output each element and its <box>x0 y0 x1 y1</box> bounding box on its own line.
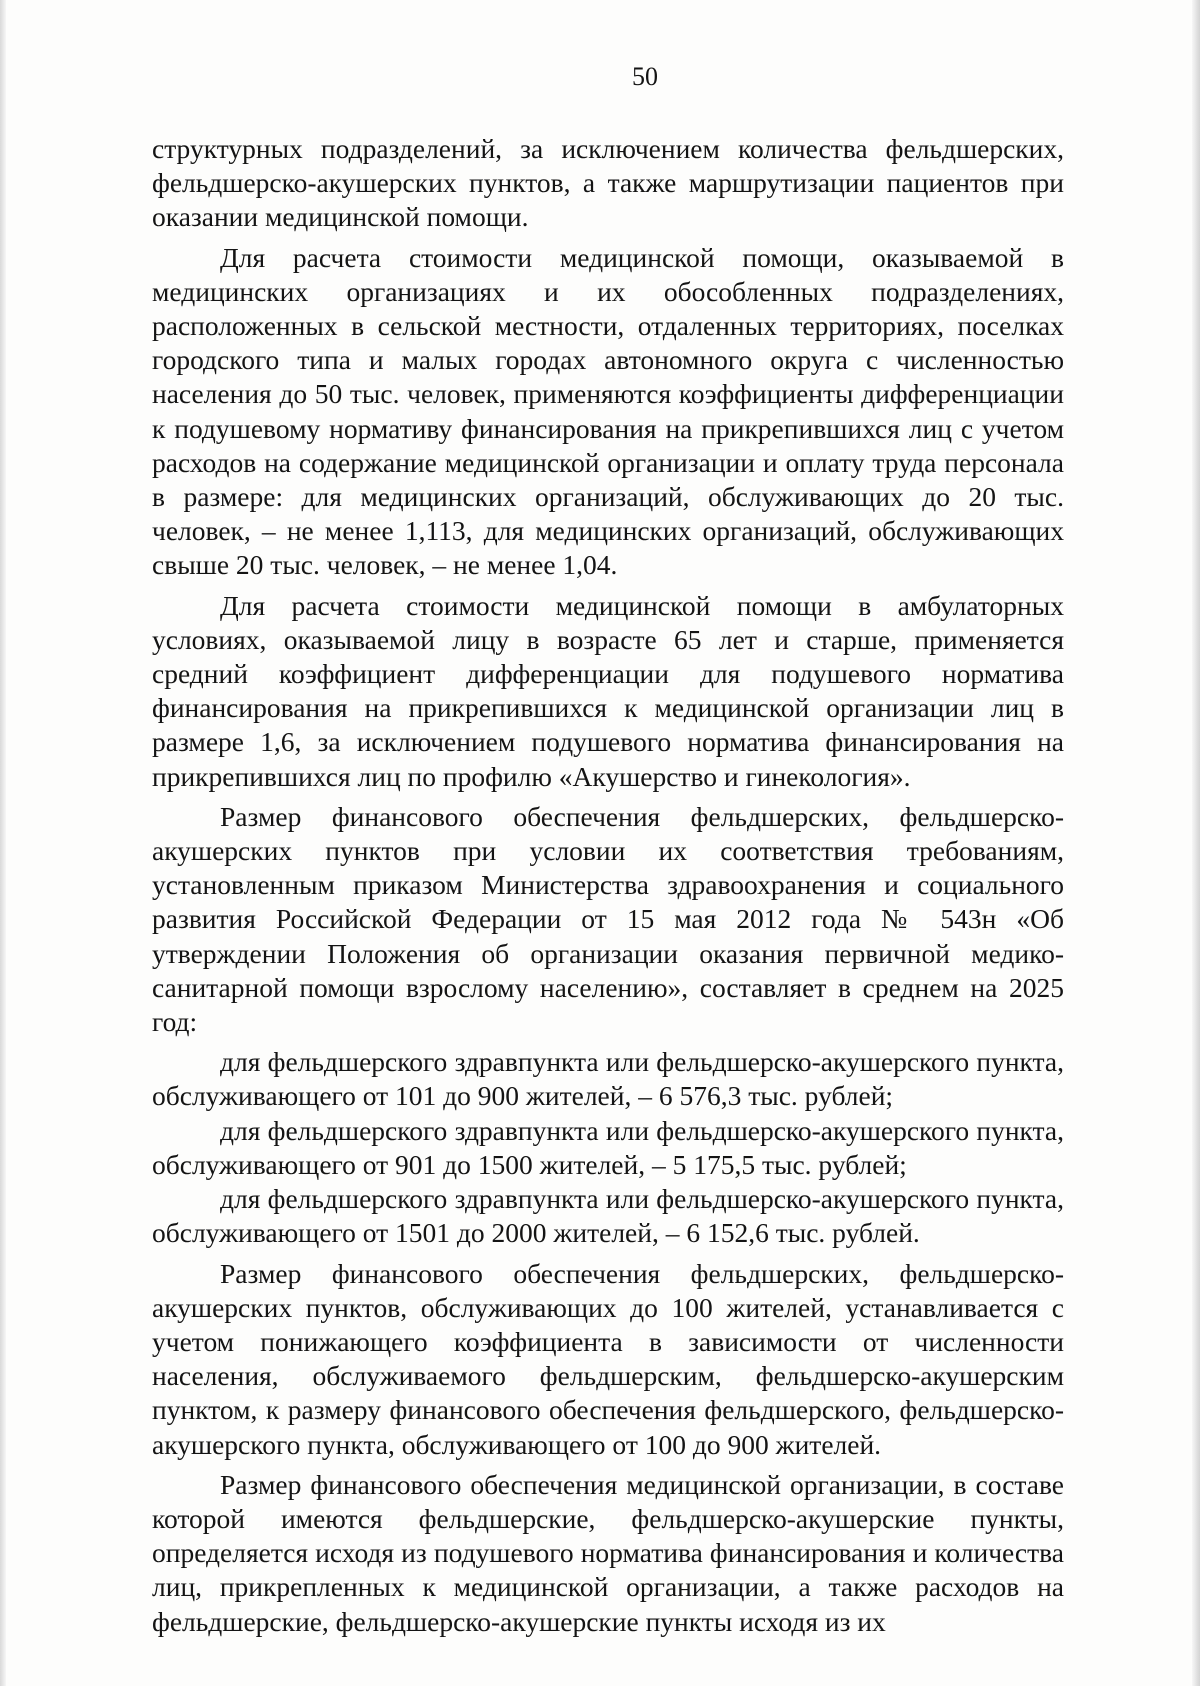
document-body <box>152 132 1064 1639</box>
scan-edge-left <box>0 0 6 1686</box>
list-item-fap-101-900: для фельдшерского здравпункта или фельдшерско-акушерского пункта, обслуживающего от 101 до 900 жителей, – 6 576,3 тыс. рублей; <box>152 1046 1064 1112</box>
scan-edge-right <box>1192 0 1200 1686</box>
paragraph-elderly-coefficient: Для расчета стоимости медицинской помощи в амбулаторных условиях, оказываемой лицу в возрасте 65 лет и старше, применяется средний коэффициент дифференциации для подушевого норматива финансирования на прикрепившихся к медицинской организации лиц в размере 1,6, за исключением подушевого норматива финансирования на прикрепившихся лиц по профилю «Акушерство и гинекология». <box>152 589 1064 792</box>
paragraph-organization-funding: Размер финансового обеспечения медицинской организации, в составе которой имеются фельдшерские, фельдшерско-акушерские пункты, определяется исходя из подушевого норматива финансирования и количества лиц, прикрепленных к медицинской организации, а также расходов на фельдшерские, фельдшерско-акушерские пункты исходя из их <box>152 1468 1064 1637</box>
paragraph-continuation: структурных подразделений, за исключением количества фельдшерских, фельдшерско-акушерских пунктов, а также маршрутизации пациентов при оказании медицинской помощи. <box>152 133 1064 233</box>
paragraph-rural-coefficients: Для расчета стоимости медицинской помощи, оказываемой в медицинских организациях и их обособленных подразделениях, расположенных в сельской местности, отдаленных территориях, поселках городского типа и малых городах автономного округа с численностью населения до 50 тыс. человек, применяются коэффициенты дифференциации к подушевому нормативу финансирования на прикрепившихся лиц с учетом расходов на содержание медицинской организации и оплату труда персонала в размере: для медицинских организаций, обслуживающих до 20 тыс. человек, – не менее 1,113, для медицинских организаций, обслуживающих свыше 20 тыс. человек, – не менее 1,04. <box>152 241 1064 581</box>
paragraph-fap-under-100: Размер финансового обеспечения фельдшерских, фельдшерско-акушерских пунктов, обслуживающих до 100 жителей, устанавливается с учетом понижающего коэффициента в зависимости от численности населения, обслуживаемого фельдшерским, фельдшерско-акушерским пунктом, к размеру финансового обеспечения фельдшерского, фельдшерско-акушерского пункта, обслуживающего от 100 до 900 жителей. <box>152 1257 1064 1460</box>
list-item-fap-1501-2000: для фельдшерского здравпункта или фельдшерско-акушерского пункта, обслуживающего от 1501 до 2000 жителей, – 6 152,6 тыс. рублей. <box>152 1183 1064 1249</box>
paragraph-fap-funding: Размер финансового обеспечения фельдшерских, фельдшерско-акушерских пунктов при условии их соответствия требованиям, установленным приказом Министерства здравоохранения и социального развития Российской Федерации от 15 мая 2012 года № 543н «Об утверждении Положения об организации оказания первичной медико-санитарной помощи взрослому населению», составляет в среднем на 2025 год: <box>152 800 1064 1038</box>
list-item-fap-901-1500: для фельдшерского здравпункта или фельдшерско-акушерского пункта, обслуживающего от 901 до 1500 жителей, – 5 175,5 тыс. рублей; <box>152 1114 1064 1180</box>
page-number: 50 <box>632 62 658 91</box>
